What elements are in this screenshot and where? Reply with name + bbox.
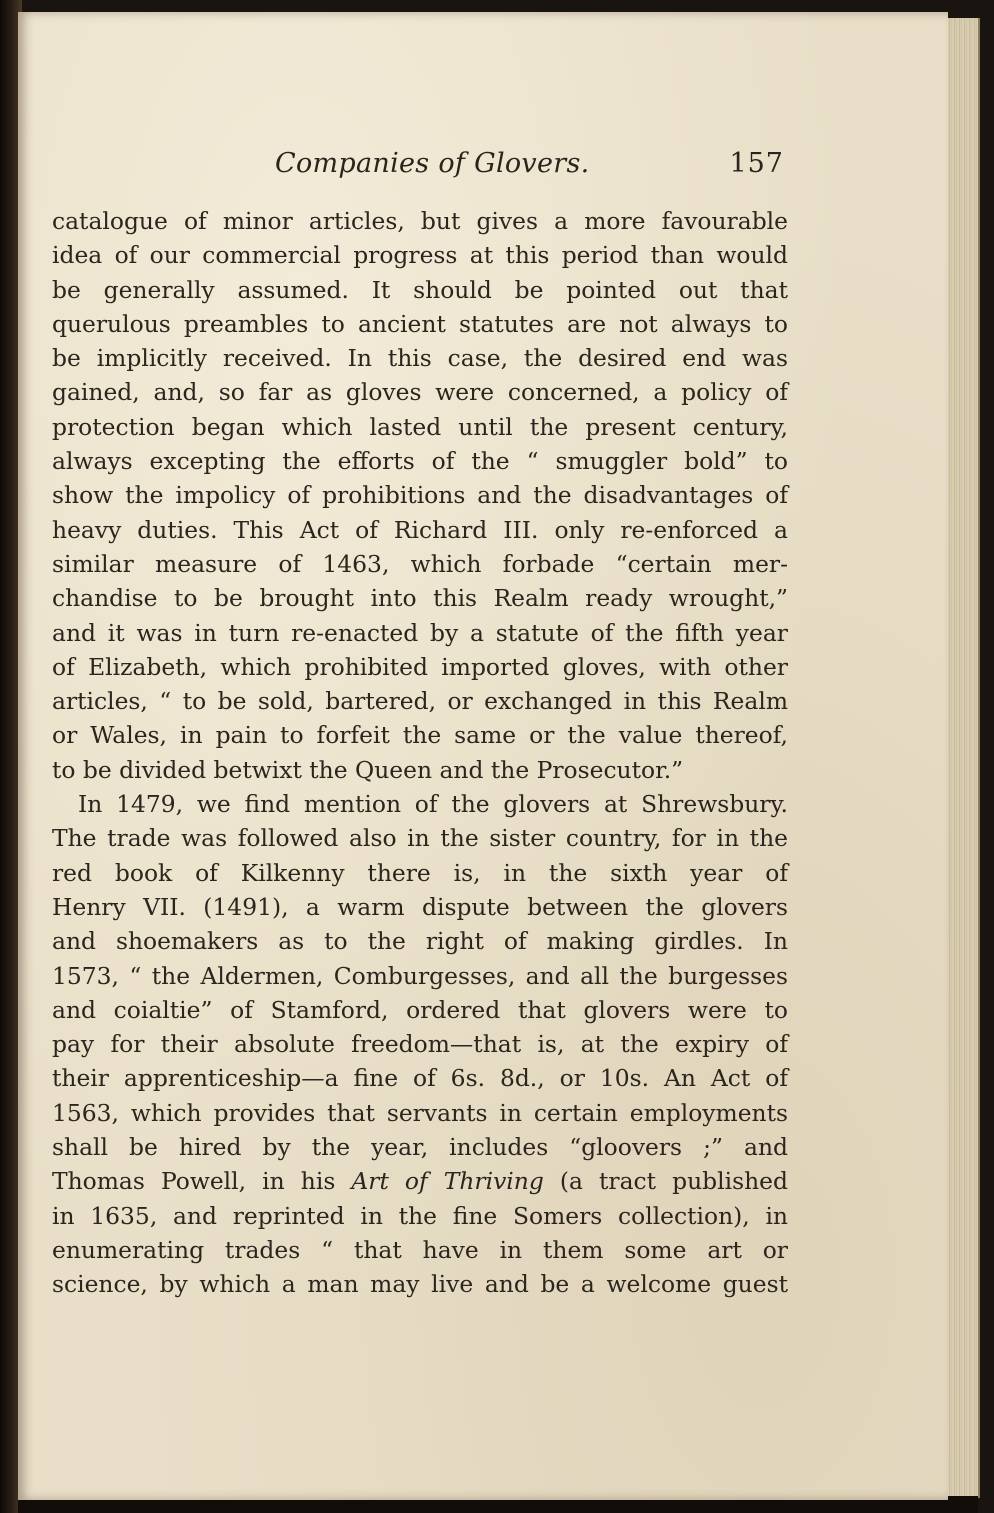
text-line: idea of our commercial progress at this period than would	[52, 241, 788, 270]
text-line: enumerating trades “ that have in them some art or	[52, 1235, 788, 1264]
text-line: or Wales, in pain to forfeit the same or the value thereof,	[52, 721, 788, 750]
text-line: chandise to be brought into this Realm ready wrought,”	[52, 584, 788, 613]
page-number: 157	[729, 148, 784, 179]
text-line: Henry VII. (1491), a warm dispute between the glovers	[52, 892, 788, 921]
text-line: science, by which a man may live and be a welcome guest	[52, 1270, 788, 1299]
text-line: of Elizabeth, which prohibited imported gloves, with other	[52, 652, 788, 681]
text-line: gained, and, so far as gloves were concerned, a policy of	[52, 378, 788, 407]
text-line: heavy duties. This Act of Richard III. only re-enforced a	[52, 515, 788, 544]
text-line: always excepting the efforts of the “ smuggler bold” to	[52, 447, 788, 476]
text-line: querulous preambles to ancient statutes are not always to	[52, 309, 788, 338]
text-line: and shoemakers as to the right of making girdles. In	[52, 927, 788, 956]
body-text	[52, 204, 788, 1302]
text-line: The trade was followed also in the sister country, for in the	[52, 824, 788, 853]
text-line: catalogue of minor articles, but gives a more favourable	[52, 207, 788, 235]
text-line: show the impolicy of prohibitions and the disadvantages of	[52, 481, 788, 510]
text-line: be implicitly received. In this case, the desired end was	[52, 344, 788, 373]
text-line: protection began which lasted until the present century,	[52, 412, 788, 441]
text-line: be generally assumed. It should be pointed out that	[52, 275, 788, 304]
running-title: Companies of Glovers.	[275, 148, 590, 179]
text-line: and coialtie” of Stamford, ordered that glovers were to	[52, 995, 788, 1024]
text-line: in 1635, and reprinted in the fine Somers collection), in	[52, 1201, 788, 1230]
text-run: (a tract published	[543, 1167, 788, 1196]
text-line: and it was in turn re-enacted by a statute of the fifth year	[52, 618, 788, 647]
text-line: to be divided betwixt the Queen and the Prosecutor.”	[52, 755, 684, 784]
book-title: Art of Thriving	[351, 1167, 544, 1196]
text-line: 1563, which provides that servants in certain employments	[52, 1098, 788, 1127]
text-line: similar measure of 1463, which forbade “certain mer-	[52, 549, 788, 578]
text-line: pay for their absolute freedom—that is, at the expiry of	[52, 1030, 788, 1059]
text-line	[52, 1164, 788, 1198]
text-line: shall be hired by the year, includes “gloovers ;” and	[52, 1133, 788, 1162]
text-line: articles, “ to be sold, bartered, or exchanged in this Realm	[52, 687, 788, 716]
text-line: their apprenticeship—a fine of 6s. 8d., or 10s. An Act of	[52, 1064, 788, 1093]
text-run: Thomas Powell, in his	[52, 1167, 352, 1196]
text-line: red book of Kilkenny there is, in the sixth year of	[52, 858, 788, 887]
running-head	[275, 146, 790, 186]
text-line: 1573, “ the Aldermen, Comburgesses, and all the burgesses	[52, 961, 788, 990]
text-line: In 1479, we find mention of the glovers at Shrewsbury.	[78, 790, 788, 819]
